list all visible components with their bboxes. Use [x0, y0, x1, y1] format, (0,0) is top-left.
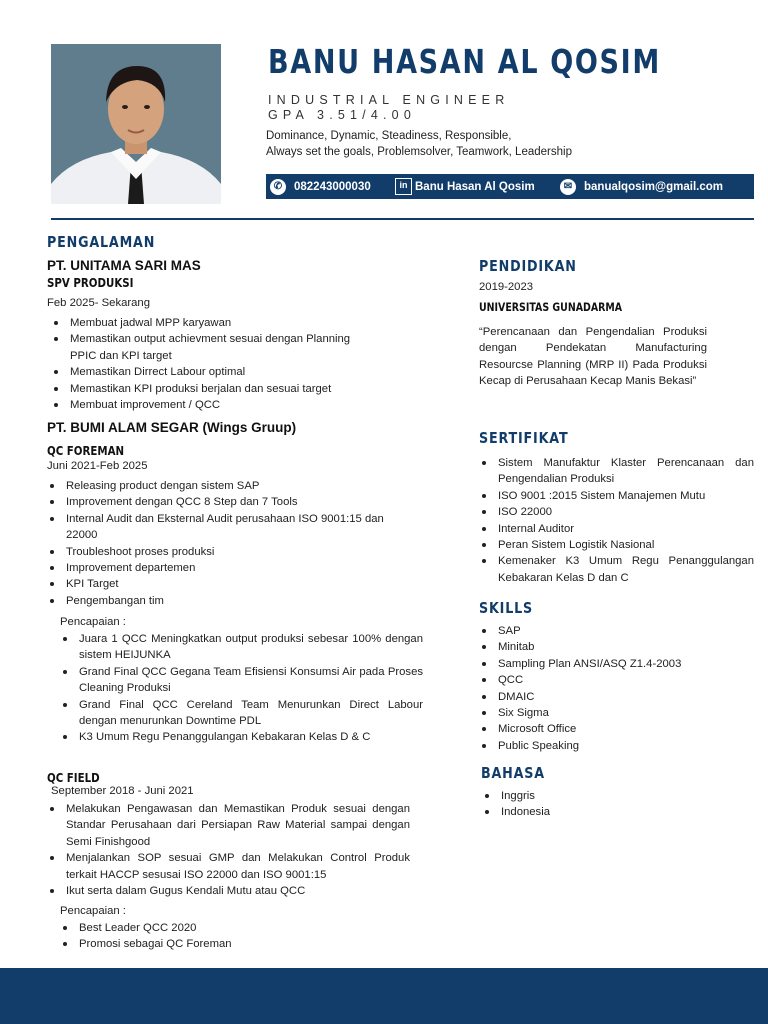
list-item: Promosi sebagai QC Foreman: [60, 936, 360, 952]
list-item: Internal Audit dan Eksternal Audit perusahaan ISO 9001:15 dan 22000: [47, 511, 412, 544]
email-contact[interactable]: [560, 174, 723, 199]
job-period: September 2018 - Juni 2021: [51, 785, 194, 797]
skills-list: [479, 623, 754, 754]
achievements-list: [60, 631, 423, 746]
list-item: Peran Sistem Logistik Nasional: [479, 537, 754, 553]
list-item: Improvement departemen: [47, 560, 412, 576]
thesis-title: “Perencanaan dan Pengendalian Produksi dengan Pendekatan Manufacturing Resourcse Planning (MRP II) Pada Produksi Kecap di Perusahaan Kecap Manis Bekasi”: [479, 326, 707, 388]
section-title-education: PENDIDIKAN: [479, 257, 577, 275]
section-title-experience: PENGALAMAN: [47, 233, 156, 251]
header-divider: [51, 218, 754, 220]
person-portrait: [51, 44, 221, 204]
phone-number: 082243000030: [294, 180, 371, 193]
company-name: PT. BUMI ALAM SEGAR (Wings Gruup): [47, 420, 297, 435]
job-duties-list: [47, 478, 412, 609]
list-item: QCC: [479, 672, 754, 688]
list-item: Memastikan KPI produksi berjalan dan sesuai target: [51, 381, 421, 397]
list-item: K3 Umum Regu Penanggulangan Kebakaran Kelas D & C: [60, 729, 423, 745]
list-item: Releasing product dengan sistem SAP: [47, 478, 412, 494]
company-name: PT. UNITAMA SARI MAS: [47, 258, 201, 273]
phone-icon: ✆: [270, 179, 286, 195]
list-item: KPI Target: [47, 576, 412, 592]
email-icon: ✉: [560, 179, 576, 195]
section-title-languages: BAHASA: [481, 764, 545, 782]
list-item: Sampling Plan ANSI/ASQ Z1.4-2003: [479, 656, 754, 672]
list-item: Six Sigma: [479, 705, 754, 721]
list-item: Ikut serta dalam Gugus Kendali Mutu atau QCC: [47, 883, 410, 899]
footer-bar: [0, 968, 768, 1024]
linkedin-contact[interactable]: [395, 174, 535, 199]
list-item: Melakukan Pengawasan dan Memastikan Produk sesuai dengan Standar Perusahaan dari Persiapan Raw Material sampai dengan Semi Finishgood: [47, 801, 410, 850]
position-title: SPV PRODUKSI: [47, 275, 134, 290]
list-item: Juara 1 QCC Meningkatkan output produksi sebesar 100% dengan sistem HEIJUNKA: [60, 631, 423, 664]
school-name: UNIVERSITAS GUNADARMA: [479, 300, 623, 314]
list-item: DMAIC: [479, 689, 754, 705]
position-title: QC FIELD: [47, 770, 100, 785]
list-item: Inggris: [482, 788, 682, 804]
list-item: Memastikan Dirrect Labour optimal: [51, 364, 421, 380]
traits-text: [266, 128, 572, 160]
achievements-label: Pencapaian :: [60, 616, 126, 628]
list-item: Grand Final QCC Gegana Team Efisiensi Konsumsi Air pada Proses Cleaning Produksi: [60, 664, 423, 697]
languages-list: [482, 788, 682, 821]
list-item: ISO 9001 :2015 Sistem Manajemen Mutu: [479, 488, 754, 504]
linkedin-icon: in: [395, 178, 412, 195]
traits-line: Always set the goals, Problemsolver, Teamwork, Leadership: [266, 146, 572, 158]
linkedin-name: Banu Hasan Al Qosim: [415, 180, 535, 193]
certificates-list: [479, 455, 754, 586]
section-title-skills: SKILLS: [479, 599, 534, 617]
candidate-name: BANU HASAN AL QOSIM: [268, 42, 661, 81]
list-item: Kemenaker K3 Umum Regu Penanggulangan Kebakaran Kelas D dan C: [479, 553, 754, 586]
list-item: Public Speaking: [479, 738, 754, 754]
job-title: INDUSTRIAL ENGINEER: [268, 93, 510, 107]
list-item: Membuat jadwal MPP karyawan: [51, 315, 421, 331]
job-duties-list: [47, 801, 410, 899]
list-item: Sistem Manufaktur Klaster Perencanaan dan Pengendalian Produksi: [479, 455, 754, 488]
education-period: 2019-2023: [479, 281, 534, 293]
list-item: Menjalankan SOP sesuai GMP dan Melakukan Control Produk terkait HACCP sesusai ISO 22000 dan ISO 9001:15: [47, 850, 410, 883]
profile-photo: [51, 44, 221, 204]
list-item: Microsoft Office: [479, 721, 754, 737]
job-period: Juni 2021-Feb 2025: [47, 460, 148, 472]
achievements-label: Pencapaian :: [60, 905, 126, 917]
section-title-certificates: SERTIFIKAT: [479, 429, 569, 447]
list-item: Pengembangan tim: [47, 593, 412, 609]
traits-line: Dominance, Dynamic, Steadiness, Responsible,: [266, 130, 512, 142]
phone-contact[interactable]: [270, 174, 371, 199]
list-item: Best Leader QCC 2020: [60, 920, 360, 936]
list-item: Minitab: [479, 639, 754, 655]
list-item: Membuat improvement / QCC: [51, 397, 421, 413]
job-duties-list: [51, 315, 421, 413]
list-item: Internal Auditor: [479, 521, 754, 537]
list-item: PPIC dan KPI target: [70, 349, 172, 362]
list-item: Grand Final QCC Cereland Team Menurunkan Direct Labour dengan menurunkan Downtime PDL: [60, 697, 423, 730]
list-item: Troubleshoot proses produksi: [47, 544, 412, 560]
gpa-text: GPA 3.51/4.00: [268, 108, 416, 122]
list-item: SAP: [479, 623, 754, 639]
list-item: Memastikan output achievment sesuai dengan Planning: [51, 331, 421, 347]
achievements-list: [60, 920, 360, 953]
contact-bar: [266, 174, 754, 199]
job-period: Feb 2025- Sekarang: [47, 297, 150, 309]
list-item: ISO 22000: [479, 504, 754, 520]
position-title: QC FOREMAN: [47, 443, 125, 458]
list-item: Indonesia: [482, 804, 682, 820]
list-item: Improvement dengan QCC 8 Step dan 7 Tools: [47, 494, 412, 510]
email-address: banualqosim@gmail.com: [584, 180, 724, 193]
